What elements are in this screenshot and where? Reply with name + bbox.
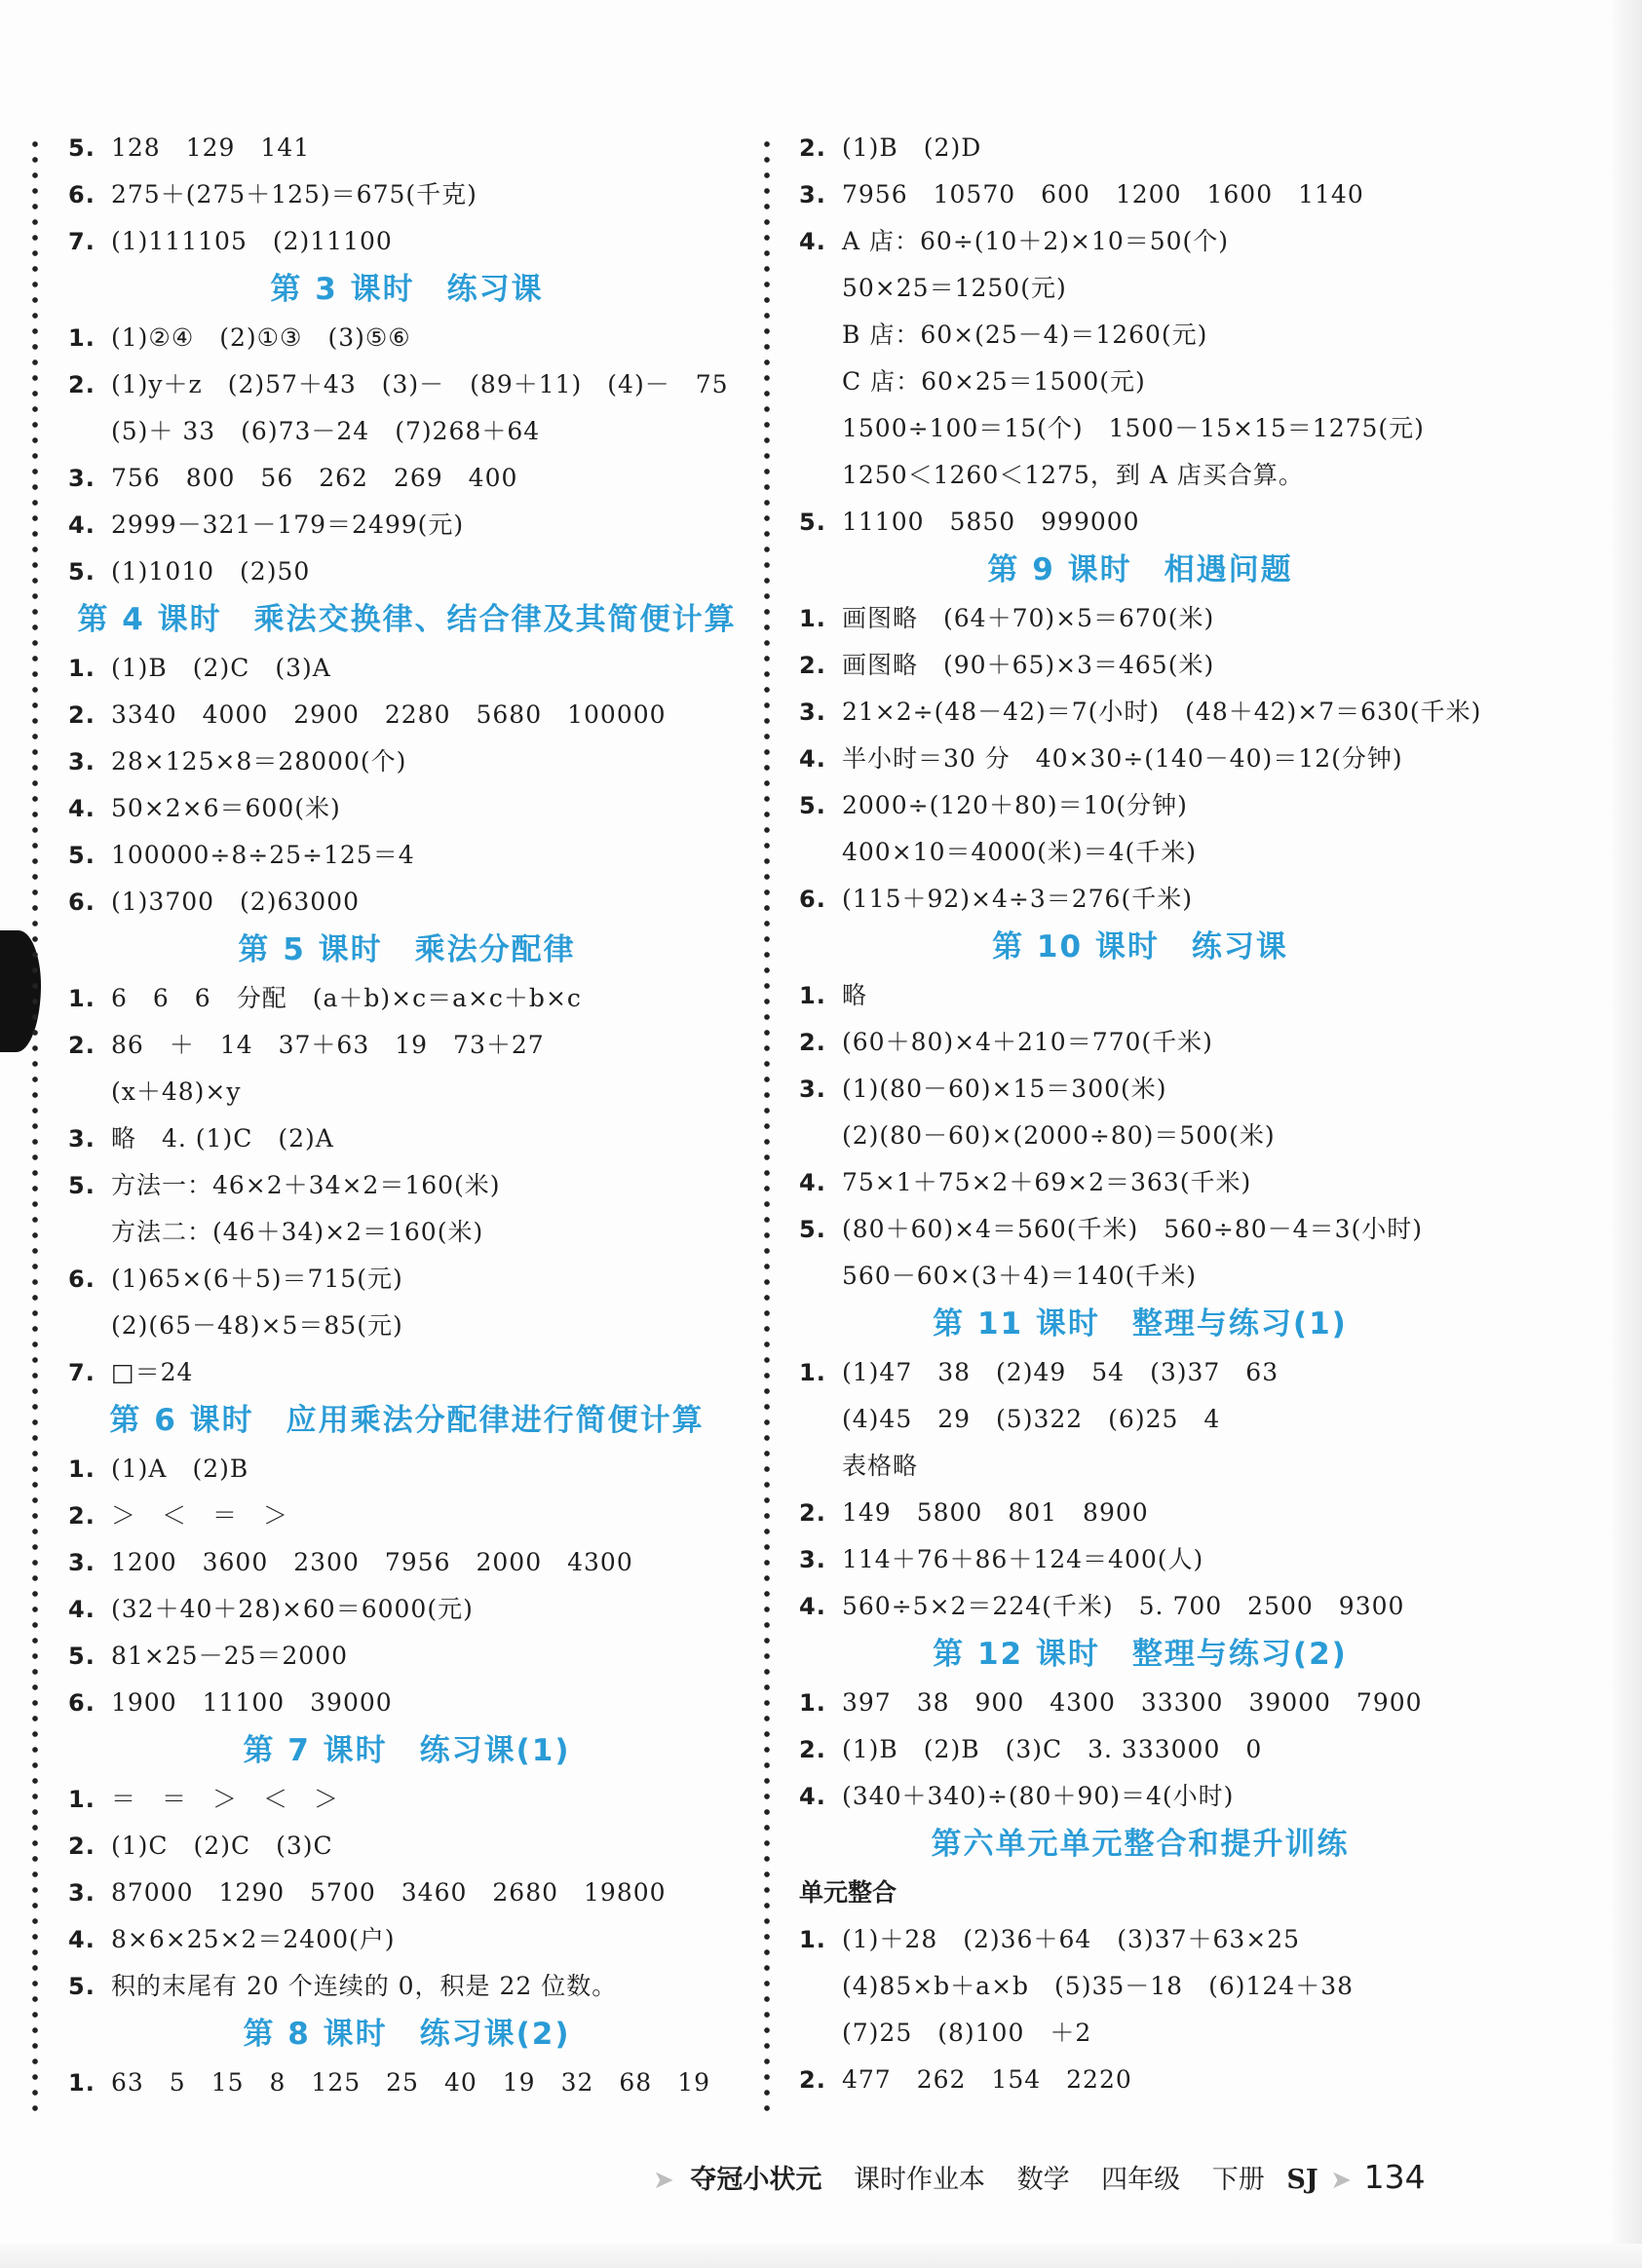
answer-continuation <box>799 1253 1481 1300</box>
answer-text: (1)3700 (2)63000 <box>111 888 360 916</box>
question-number: 2. <box>799 2066 826 2094</box>
grade-label: 四年级 <box>1101 2165 1181 2195</box>
section-heading: 第 5 课时 乘法分配律 <box>238 932 576 967</box>
answer-text: 略 <box>842 981 868 1009</box>
answer-line <box>799 171 1481 218</box>
page-footer <box>653 2153 1426 2202</box>
section-heading: 第 4 课时 乘法交换律、结合律及其简便计算 <box>77 602 737 637</box>
question-number: 2. <box>799 134 826 162</box>
answer-text: ＞ ＜ ＝ ＞ <box>111 1501 289 1530</box>
answer-text: 81×25－25＝2000 <box>111 1642 349 1670</box>
answer-text: (1)y＋z (2)57＋43 (3)－ (89＋11) (4)－ 75 <box>111 370 729 398</box>
answer-line <box>68 1539 745 1586</box>
section-subheading: 单元整合 <box>799 1878 897 1907</box>
dotted-binding-line-left <box>32 136 38 2119</box>
question-number: 5. <box>68 134 95 162</box>
answer-text: (1)47 38 (2)49 54 (3)37 63 <box>842 1358 1279 1386</box>
answer-text: (340＋340)÷(80＋90)＝4(小时) <box>842 1782 1235 1810</box>
answer-text: 100000÷8÷25÷125＝4 <box>111 841 415 869</box>
answer-continuation <box>799 312 1481 359</box>
answer-text: 画图略 (64＋70)×5＝670(米) <box>842 604 1215 632</box>
answer-line <box>68 1349 745 1396</box>
question-number: 5. <box>68 1973 95 2000</box>
answer-line <box>799 642 1481 689</box>
question-number: 1. <box>799 1926 826 1953</box>
answer-text: 3340 4000 2900 2280 5680 100000 <box>111 700 667 729</box>
answer-line <box>68 361 745 408</box>
question-number: 6. <box>68 1266 95 1293</box>
section-heading: 第 8 课时 练习课(2) <box>243 2017 571 2052</box>
answer-line <box>68 315 745 361</box>
answer-line <box>68 125 745 171</box>
answer-continuation <box>799 265 1481 312</box>
question-number: 3. <box>68 1125 95 1153</box>
answer-line <box>68 1256 745 1303</box>
question-number: 1. <box>799 982 826 1009</box>
answer-text: (4)45 29 (5)322 (6)25 4 <box>842 1405 1221 1433</box>
answer-line <box>68 1162 745 1209</box>
answer-line <box>799 1536 1481 1583</box>
answer-text: (2)(80－60)×(2000÷80)＝500(米) <box>842 1121 1276 1150</box>
question-number: 1. <box>68 1455 95 1483</box>
section-heading: 第 3 课时 练习课 <box>270 272 544 307</box>
question-number: 5. <box>68 1172 95 1199</box>
page-edge-shadow <box>1613 0 1642 2268</box>
answer-line <box>799 1206 1481 1253</box>
question-number: 2. <box>799 1029 826 1056</box>
answer-line <box>799 1916 1481 1963</box>
page-bottom-shadow <box>0 2244 1642 2268</box>
answer-text: 28×125×8＝28000(个) <box>111 747 407 775</box>
question-number: 2. <box>799 1499 826 1527</box>
question-number: 2. <box>799 652 826 679</box>
question-number: 1. <box>68 324 95 352</box>
answer-text: 方法二：(46＋34)×2＝160(米) <box>111 1218 484 1246</box>
answer-text: 50×25＝1250(元) <box>842 274 1067 302</box>
answer-line <box>68 1916 745 1963</box>
question-number: 5. <box>68 842 95 869</box>
answer-text: 128 129 141 <box>111 133 311 162</box>
question-number: 7. <box>68 228 95 255</box>
answer-text: 7956 10570 600 1200 1600 1140 <box>842 180 1364 208</box>
answer-line <box>799 1490 1481 1536</box>
answer-line <box>68 832 745 879</box>
left-column <box>68 125 745 2106</box>
answer-line <box>799 782 1481 829</box>
question-number: 3. <box>799 699 826 726</box>
question-number: 1. <box>68 655 95 682</box>
series-name: 夺冠小状元 <box>690 2165 822 2195</box>
question-number: 4. <box>799 745 826 773</box>
question-number: 1. <box>68 1786 95 1813</box>
answer-continuation <box>799 1113 1481 1159</box>
answer-text: 方法一：46×2＋34×2＝160(米) <box>111 1171 501 1199</box>
answer-text: (1)＋28 (2)36＋64 (3)37＋63×25 <box>842 1925 1301 1953</box>
answer-continuation <box>799 405 1481 452</box>
question-number: 5. <box>799 1216 826 1243</box>
answer-text: 114＋76＋86＋124＝400(人) <box>842 1545 1204 1573</box>
answer-line <box>68 785 745 832</box>
answer-text: 1500÷100＝15(个) 1500－15×15＝1275(元) <box>842 414 1425 442</box>
answer-continuation <box>68 1209 745 1256</box>
book-name: 课时作业本 <box>853 2165 985 2195</box>
answer-continuation <box>68 408 745 455</box>
answer-line <box>799 1066 1481 1113</box>
question-number: 2. <box>799 1736 826 1763</box>
right-column <box>799 125 1481 2103</box>
question-number: 5. <box>799 509 826 536</box>
answer-line <box>68 1446 745 1493</box>
answer-line <box>68 455 745 502</box>
answer-text: 21×2÷(48－42)＝7(小时) (48＋42)×7＝630(千米) <box>842 698 1482 726</box>
answer-continuation <box>799 1396 1481 1443</box>
section-heading: 第 12 课时 整理与练习(2) <box>933 1637 1348 1672</box>
answer-line <box>68 1776 745 1823</box>
answer-continuation <box>68 1303 745 1349</box>
answer-continuation <box>68 1069 745 1115</box>
answer-text: (1)B (2)B (3)C 3. 333000 0 <box>842 1735 1263 1763</box>
question-number: 5. <box>68 1643 95 1670</box>
question-number: 1. <box>799 605 826 632</box>
question-number: 7. <box>68 1359 95 1386</box>
answer-text: B 店：60×(25－4)＝1260(元) <box>842 321 1208 349</box>
answer-line <box>68 975 745 1022</box>
question-number: 1. <box>799 1359 826 1386</box>
answer-text: 397 38 900 4300 33300 39000 7900 <box>842 1688 1423 1717</box>
question-number: 3. <box>68 465 95 492</box>
question-number: 4. <box>68 511 95 539</box>
answer-text: 11100 5850 999000 <box>842 508 1140 536</box>
answer-text: 756 800 56 262 269 400 <box>111 464 518 492</box>
answer-line <box>68 548 745 595</box>
answer-text: 画图略 (90＋65)×3＝465(米) <box>842 651 1215 679</box>
answer-text: (4)85×b＋a×b (5)35－18 (6)124＋38 <box>842 1972 1355 2000</box>
answer-line <box>799 499 1481 546</box>
question-number: 5. <box>799 792 826 819</box>
section-heading: 第 6 课时 应用乘法分配律进行简便计算 <box>109 1403 705 1438</box>
answer-line <box>799 1726 1481 1773</box>
answer-text: 87000 1290 5700 3460 2680 19800 <box>111 1878 667 1907</box>
question-number: 1. <box>68 2069 95 2097</box>
answer-line <box>799 595 1481 642</box>
question-number: 4. <box>68 1926 95 1953</box>
answer-line <box>68 879 745 926</box>
answer-text: 560÷5×2＝224(千米) 5. 700 2500 9300 <box>842 1592 1405 1620</box>
question-number: 3. <box>68 1549 95 1576</box>
answer-line <box>68 218 745 265</box>
question-number: 3. <box>799 181 826 208</box>
answer-text: (x＋48)×y <box>111 1077 242 1106</box>
answer-line <box>68 1115 745 1162</box>
answer-text: (1)A (2)B <box>111 1455 249 1483</box>
question-number: 3. <box>799 1076 826 1103</box>
answer-text: (7)25 (8)100 ＋2 <box>842 2019 1092 2047</box>
question-number: 4. <box>799 228 826 255</box>
answer-text: 477 262 154 2220 <box>842 2065 1132 2094</box>
section-heading: 第六单元单元整合和提升训练 <box>931 1827 1350 1862</box>
answer-text: 半小时＝30 分 40×30÷(140－40)＝12(分钟) <box>842 744 1403 773</box>
page-number: 134 <box>1363 2158 1426 2196</box>
question-number: 1. <box>68 985 95 1012</box>
answer-line <box>68 1022 745 1069</box>
arrow-right-icon: ➤ <box>653 2166 674 2195</box>
answer-continuation <box>799 829 1481 876</box>
answer-line <box>68 1963 745 2010</box>
answer-text: 63 5 15 8 125 25 40 19 32 68 19 <box>111 2068 711 2097</box>
answer-text: 1250＜1260＜1275，到 A 店买合算。 <box>842 461 1304 489</box>
answer-text: 积的末尾有 20 个连续的 0，积是 22 位数。 <box>111 1972 618 2000</box>
answer-text: 400×10＝4000(米)＝4(千米) <box>842 838 1198 866</box>
answer-line <box>68 738 745 785</box>
answer-text: (80＋60)×4＝560(千米) 560÷80－4＝3(小时) <box>842 1215 1424 1243</box>
answer-text: A 店：60÷(10＋2)×10＝50(个) <box>842 227 1230 255</box>
answer-line <box>799 689 1481 736</box>
volume-label: 下册 <box>1211 2165 1265 2195</box>
question-number: 4. <box>68 1596 95 1623</box>
answer-line <box>68 1680 745 1726</box>
answer-continuation <box>799 359 1481 405</box>
answer-line <box>68 502 745 548</box>
answer-text: 560－60×(3＋4)＝140(千米) <box>842 1262 1198 1290</box>
question-number: 6. <box>68 1689 95 1717</box>
answer-line <box>68 1493 745 1539</box>
answer-text: (1)1010 (2)50 <box>111 557 311 586</box>
answer-text: 6 6 6 分配 (a＋b)×c＝a×c＋b×c <box>111 984 582 1012</box>
answer-continuation <box>799 2010 1481 2057</box>
answer-line <box>799 1773 1481 1820</box>
answer-line <box>799 2057 1481 2103</box>
answer-text: 表格略 <box>842 1452 919 1480</box>
answer-text: (1)(80－60)×15＝300(米) <box>842 1075 1167 1103</box>
answer-text: (2)(65－48)×5＝85(元) <box>111 1311 403 1340</box>
answer-text: (1)B (2)C (3)A <box>111 654 331 682</box>
question-number: 3. <box>68 1879 95 1907</box>
answer-line <box>68 1823 745 1870</box>
answer-continuation <box>799 1963 1481 2010</box>
question-number: 6. <box>68 888 95 916</box>
answer-line <box>68 1633 745 1680</box>
answer-text: ＝ ＝ ＞ ＜ ＞ <box>111 1785 340 1813</box>
answer-line <box>799 972 1481 1019</box>
answer-line <box>68 692 745 738</box>
answer-text: 86 ＋ 14 37＋63 19 73＋27 <box>111 1031 545 1059</box>
edition-label: SJ <box>1286 2165 1318 2195</box>
arrow-right-icon: ➤ <box>1330 2166 1353 2195</box>
answer-text: C 店：60×25＝1500(元) <box>842 367 1146 396</box>
question-number: 5. <box>68 558 95 586</box>
answer-line <box>68 2060 745 2106</box>
answer-line <box>68 1870 745 1916</box>
answer-text: (115＋92)×4÷3＝276(千米) <box>842 885 1193 913</box>
answer-text: (1)②④ (2)①③ (3)⑤⑥ <box>111 323 411 352</box>
answer-text: 2999－321－179＝2499(元) <box>111 510 465 539</box>
question-number: 3. <box>799 1546 826 1573</box>
answer-line <box>799 218 1481 265</box>
question-number: 6. <box>68 181 95 208</box>
question-number: 2. <box>68 1502 95 1530</box>
question-number: 4. <box>68 795 95 822</box>
answer-line <box>68 645 745 692</box>
answer-line <box>799 125 1481 171</box>
answer-text: (1)B (2)D <box>842 133 982 162</box>
answer-text: (5)＋ 33 (6)73－24 (7)268＋64 <box>111 417 541 445</box>
answer-continuation <box>799 1443 1481 1490</box>
answer-line <box>799 876 1481 923</box>
question-number: 1. <box>799 1689 826 1717</box>
section-heading: 第 7 课时 练习课(1) <box>243 1733 571 1768</box>
question-number: 4. <box>799 1593 826 1620</box>
subject-name: 数学 <box>1016 2165 1070 2195</box>
answer-line <box>799 1680 1481 1726</box>
answer-text: 275＋(275＋125)＝675(千克) <box>111 180 477 208</box>
answer-text: 75×1＋75×2＋69×2＝363(千米) <box>842 1168 1252 1196</box>
answer-text: (1)111105 (2)11100 <box>111 227 393 255</box>
answer-text: (32＋40＋28)×60＝6000(元) <box>111 1595 474 1623</box>
section-heading: 第 9 课时 相遇问题 <box>987 552 1293 587</box>
answer-line <box>799 1349 1481 1396</box>
question-number: 4. <box>799 1169 826 1196</box>
answer-text: 149 5800 801 8900 <box>842 1498 1149 1527</box>
answer-continuation <box>799 452 1481 499</box>
answer-text: (1)C (2)C (3)C <box>111 1832 333 1860</box>
answer-text: 8×6×25×2＝2400(户) <box>111 1925 396 1953</box>
section-heading: 第 10 课时 练习课 <box>992 929 1288 964</box>
answer-text: 1200 3600 2300 7956 2000 4300 <box>111 1548 633 1576</box>
answer-text: (60＋80)×4＋210＝770(千米) <box>842 1028 1213 1056</box>
question-number: 2. <box>68 1032 95 1059</box>
question-number: 3. <box>68 748 95 775</box>
answer-line <box>799 1019 1481 1066</box>
answer-line <box>799 1583 1481 1630</box>
answer-text: (1)65×(6＋5)＝715(元) <box>111 1265 403 1293</box>
answer-line <box>799 736 1481 782</box>
question-number: 4. <box>799 1783 826 1810</box>
question-number: 2. <box>68 1833 95 1860</box>
answer-text: 1900 11100 39000 <box>111 1688 393 1717</box>
question-number: 6. <box>799 886 826 913</box>
dotted-binding-line-right <box>764 136 770 2119</box>
section-heading: 第 11 课时 整理与练习(1) <box>933 1306 1348 1342</box>
answer-text: □＝24 <box>111 1358 194 1386</box>
answer-line <box>68 171 745 218</box>
answer-text: 50×2×6＝600(米) <box>111 794 341 822</box>
answer-text: 略 4. (1)C (2)A <box>111 1124 334 1153</box>
question-number: 2. <box>68 371 95 398</box>
question-number: 2. <box>68 701 95 729</box>
answer-text: 2000÷(120＋80)＝10(分钟) <box>842 791 1188 819</box>
answer-line <box>799 1159 1481 1206</box>
answer-line <box>68 1586 745 1633</box>
